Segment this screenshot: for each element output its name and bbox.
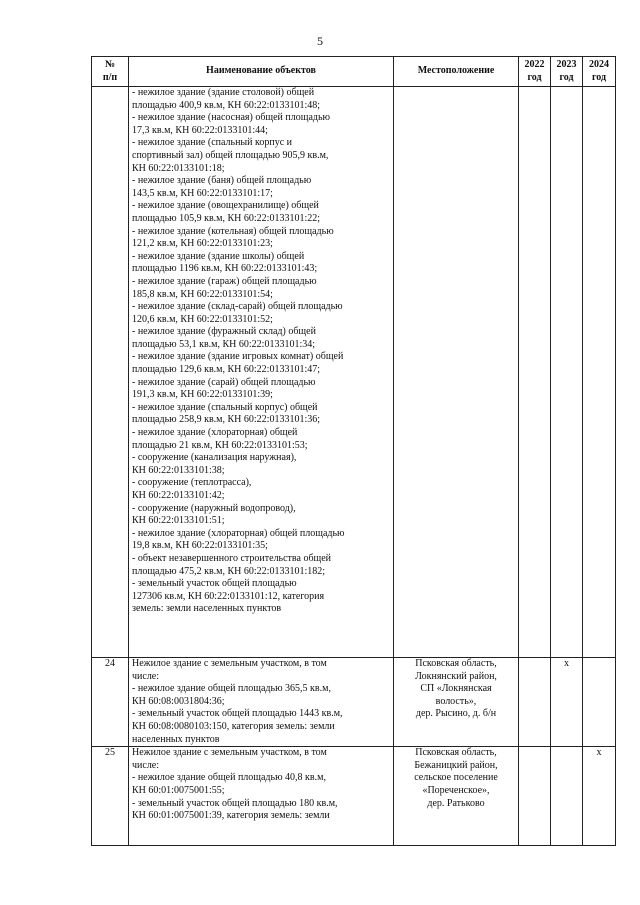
cell-line: - нежилое здание (здание игровых комнат) общей — [132, 351, 344, 363]
cell-line: - земельный участок общей площадью — [132, 578, 297, 590]
cell-line: дер. Рысино, д. б/н — [415, 708, 497, 720]
table-header-row — [92, 57, 616, 87]
object-location — [394, 87, 519, 658]
objects-table — [91, 56, 616, 846]
cell-line: - нежилое здание (гараж) общей площадью — [132, 275, 317, 287]
cell-line: площадью 400,9 кв.м, КН 60:22:0133101:48; — [132, 99, 321, 111]
cell-line: 120,6 кв.м, КН 60:22:0133101:52; — [132, 313, 273, 325]
cell-line: Бежаницкий район, — [414, 759, 498, 771]
cell-line: КН 60:22:0133101:18; — [132, 162, 225, 174]
cell-line: земель: земли населенных пунктов — [132, 603, 282, 615]
year-mark-2022 — [519, 87, 551, 658]
cell-line: - нежилое здание (фуражный склад) общей — [132, 326, 316, 338]
cell-line: - нежилое здание (насосная) общей площадью — [132, 112, 331, 124]
cell-line: 121,2 кв.м, КН 60:22:0133101:23; — [132, 238, 273, 250]
cell-line: площадью 129,6 кв.м, КН 60:22:0133101:47; — [132, 364, 321, 376]
cell-line: площадью 258,9 кв.м, КН 60:22:0133101:36; — [132, 414, 321, 426]
cell-line: - нежилое здание (здание столовой) общей — [132, 87, 315, 98]
cell-line: волость», — [435, 695, 477, 707]
header-2023: 2023 год — [551, 57, 583, 87]
cell-line: - нежилое здание (хлораторная) общей площадью — [132, 527, 345, 539]
cell-line: - нежилое здание (баня) общей площадью — [132, 175, 312, 187]
header-name: Наименование объектов — [129, 57, 394, 87]
cell-line: - нежилое здание общей площадью 40,8 кв.м, — [132, 772, 326, 784]
year-mark-2022 — [519, 658, 551, 747]
cell-line: 127306 кв.м, КН 60:22:0133101:12, категория — [132, 590, 325, 602]
cell-line: КН 60:08:0080103:150, категория земель: земли — [132, 720, 335, 732]
year-mark-2024 — [583, 658, 616, 747]
year-mark-2024: x — [583, 747, 616, 846]
cell-line: - сооружение (теплотрасса), — [132, 477, 252, 489]
cell-line: - нежилое здание (котельная) общей площадью — [132, 225, 334, 237]
cell-line: КН 60:22:0133101:51; — [132, 515, 225, 527]
row-number: 24 — [92, 658, 129, 747]
cell-line: - нежилое здание общей площадью 365,5 кв.м, — [132, 683, 331, 695]
cell-line: - нежилое здание (спальный корпус и — [132, 137, 292, 149]
cell-line: - нежилое здание (овощехранилище) общей — [132, 200, 319, 212]
cell-line: СП «Локнянская — [420, 683, 492, 695]
cell-line: площадью 21 кв.м, КН 60:22:0133101:53; — [132, 439, 308, 451]
cell-line: Нежилое здание с земельным участком, в том — [132, 658, 327, 669]
cell-line: спортивный зал) общей площадью 905,9 кв.м, — [132, 149, 329, 161]
cell-line: КН 60:01:0075001:55; — [132, 784, 225, 796]
cell-line: Нежилое здание с земельным участком, в том — [132, 747, 327, 759]
cell-line: - нежилое здание (спальный корпус) общей — [132, 401, 318, 413]
cell-line: - сооружение (канализация наружная), — [132, 452, 297, 464]
cell-line: 185,8 кв.м, КН 60:22:0133101:54; — [132, 288, 273, 300]
cell-line: площадью 475,2 кв.м, КН 60:22:0133101:182; — [132, 565, 326, 577]
cell-line: числе: — [132, 759, 160, 771]
cell-line: числе: — [132, 670, 160, 682]
cell-line: сельское поселение — [414, 772, 498, 784]
cell-line: - нежилое здание (здание школы) общей — [132, 250, 305, 262]
object-name — [129, 747, 394, 846]
cell-line: - нежилое здание (склад-сарай) общей площадью — [132, 301, 343, 313]
cell-line: КН 60:01:0075001:39, категория земель: земли — [132, 810, 330, 822]
object-name — [129, 87, 394, 658]
header-num: № п/п — [92, 57, 129, 87]
cell-line: 17,3 кв.м, КН 60:22:0133101:44; — [132, 124, 268, 136]
cell-line: - нежилое здание (сарай) общей площадью — [132, 376, 316, 388]
row-number: 25 — [92, 747, 129, 846]
cell-line: - объект незавершенного строительства общей — [132, 552, 332, 564]
year-mark-2024 — [583, 87, 616, 658]
year-mark-2023 — [551, 747, 583, 846]
object-location — [394, 747, 519, 846]
cell-line: КН 60:08:0031804:36; — [132, 695, 225, 707]
table-row — [92, 87, 616, 658]
year-mark-2022 — [519, 747, 551, 846]
cell-line: 191,3 кв.м, КН 60:22:0133101:39; — [132, 389, 273, 401]
year-mark-2023: x — [551, 658, 583, 747]
cell-line: - земельный участок общей площадью 180 кв.м, — [132, 797, 338, 809]
cell-line: КН 60:22:0133101:42; — [132, 490, 225, 501]
header-2024: 2024 год — [583, 57, 616, 87]
cell-line: 143,5 кв.м, КН 60:22:0133101:17; — [132, 187, 273, 199]
cell-line: населенных пунктов — [132, 733, 220, 745]
cell-line: КН 60:22:0133101:38; — [132, 464, 225, 476]
year-mark-2023 — [551, 87, 583, 658]
table-row — [92, 658, 616, 747]
cell-line: площадью 105,9 кв.м, КН 60:22:0133101:22; — [132, 212, 321, 224]
cell-line: - земельный участок общей площадью 1443 кв.м, — [132, 708, 343, 720]
table-body — [92, 87, 616, 846]
page-number: 5 — [317, 34, 323, 48]
object-name — [129, 658, 394, 747]
header-2022: 2022 год — [519, 57, 551, 87]
cell-line: Псковская область, — [415, 747, 497, 759]
cell-line: «Пореченское», — [422, 784, 490, 796]
cell-line: площадью 53,1 кв.м, КН 60:22:0133101:34; — [132, 338, 316, 350]
cell-line: - нежилое здание (хлораторная) общей — [132, 427, 298, 439]
row-number — [92, 87, 129, 658]
cell-line: - сооружение (наружный водопровод), — [132, 502, 296, 514]
cell-line: дер. Ратьково — [427, 797, 485, 809]
cell-line: Локнянский район, — [415, 670, 497, 682]
cell-line: площадью 1196 кв.м, КН 60:22:0133101:43; — [132, 263, 318, 275]
cell-line: Псковская область, — [415, 658, 497, 669]
table-row — [92, 747, 616, 846]
object-location — [394, 658, 519, 747]
header-location: Местоположение — [394, 57, 519, 87]
cell-line: 19,8 кв.м, КН 60:22:0133101:35; — [132, 540, 268, 552]
